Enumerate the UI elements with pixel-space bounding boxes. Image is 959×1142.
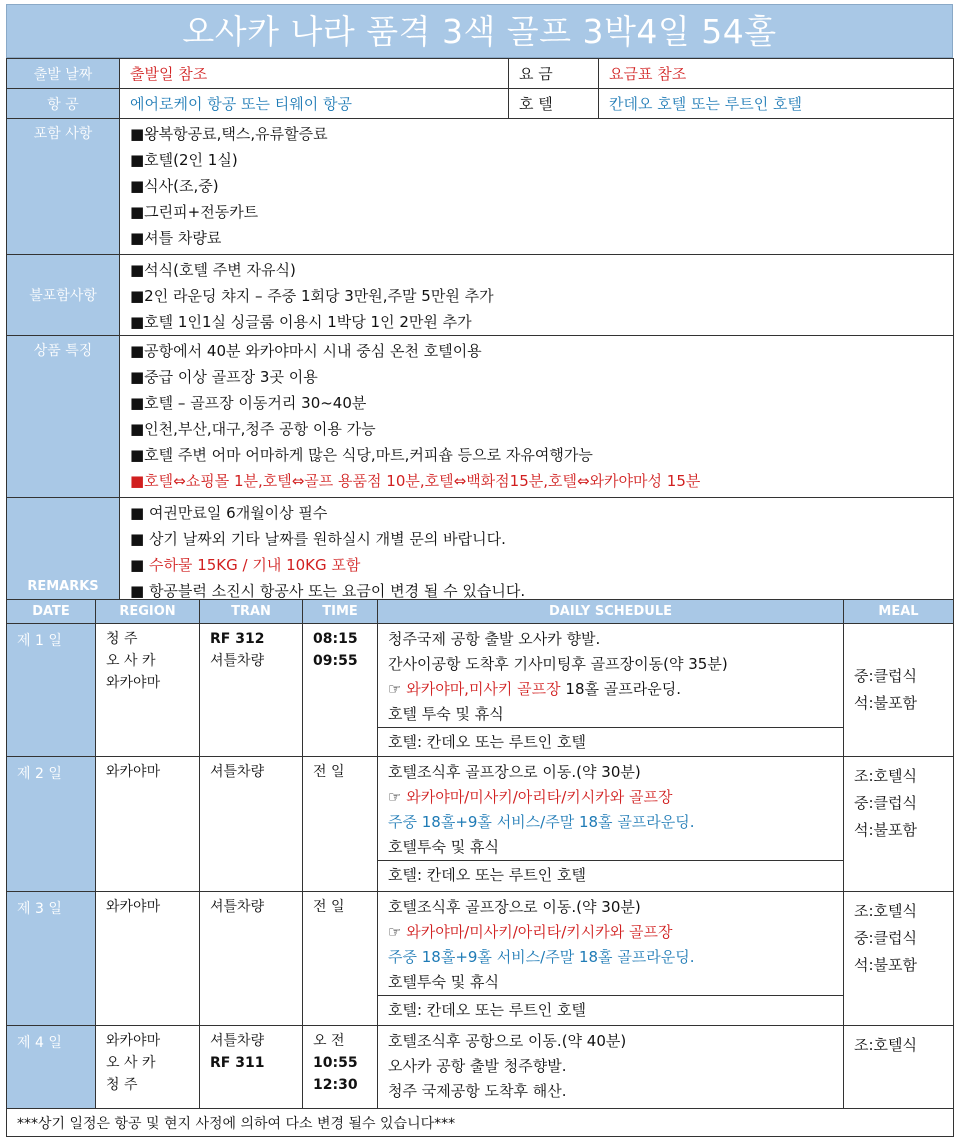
hotel-label: 호 텔 — [509, 89, 599, 119]
included-item: ■식사(조,중) — [130, 177, 219, 195]
pointing-hand-icon: ☞ — [388, 788, 407, 806]
included-item: ■호텔(2인 1실) — [130, 151, 238, 169]
remark-item: ■ 상기 날짜외 기타 날짜를 원하실시 개별 문의 바랍니다. — [130, 530, 506, 548]
day1-hotel: 호텔: 칸데오 또는 루트인 호텔 — [378, 727, 843, 756]
schedule-line: 호텔조식후 공항으로 이동.(약 40분) — [388, 1032, 627, 1050]
day4-daily-schedule — [378, 1026, 844, 1109]
time-line: 12:30 — [313, 1077, 358, 1093]
airline-value: 에어로케이 항공 또는 티웨이 항공 — [120, 89, 509, 119]
golf-round: 주중 18홀+9홀 서비스/주말 18홀 골프라운딩. — [388, 948, 695, 966]
day3-daily-schedule — [378, 892, 844, 1026]
day1-daily-schedule — [378, 624, 844, 757]
day2-date: 제 2 일 — [7, 757, 96, 892]
day3-date: 제 3 일 — [7, 892, 96, 1026]
meal-line: 석:불포함 — [854, 694, 918, 712]
schedule-golf-line — [378, 920, 843, 945]
transport: 셔틀차량 — [210, 1033, 265, 1049]
schedule-row-day4 — [7, 1026, 954, 1109]
excluded-item: ■2인 라운딩 챠지 – 주중 1회당 3만원,주말 5만원 추가 — [130, 287, 494, 305]
features-label: 상품 특징 — [7, 336, 120, 498]
remark-item-baggage — [130, 552, 953, 578]
time-line: 전 일 — [313, 764, 345, 780]
info-table — [6, 58, 954, 605]
header-meal: MEAL — [844, 600, 954, 624]
included-item: ■셔틀 차량료 — [130, 229, 222, 247]
time-line: 08:15 — [313, 631, 358, 647]
excluded-item: ■호텔 1인1실 싱글룸 이용시 1박당 1인 2만원 추가 — [130, 313, 472, 331]
day4-meal — [844, 1026, 954, 1109]
day4-tran — [200, 1026, 303, 1109]
golf-courses: 와카야마/미사키/아리타/키시카와 골프장 — [406, 788, 673, 806]
day1-meal — [844, 624, 954, 757]
footer-notice: ***상기 일정은 항공 및 현지 사정에 의하여 다소 변경 될수 있습니다*** — [7, 1109, 954, 1137]
day3-time — [303, 892, 378, 1026]
schedule-line: 호텔조식후 골프장으로 이동.(약 30분) — [388, 763, 641, 781]
included-item: ■왕복항공료,택스,유류할증료 — [130, 125, 328, 143]
excluded-list — [120, 255, 954, 336]
day3-hotel: 호텔: 칸데오 또는 루트인 호텔 — [378, 995, 843, 1024]
day1-region — [96, 624, 200, 757]
header-region: REGION — [96, 600, 200, 624]
transport: 셔틀차량 — [210, 653, 265, 669]
golf-courses: 와카야마/미사키/아리타/키시카와 골프장 — [406, 923, 673, 941]
region-line: 오 사 카 — [106, 1055, 156, 1071]
day3-meal — [844, 892, 954, 1026]
time-line: 09:55 — [313, 653, 358, 669]
meal-line: 조:호텔식 — [854, 767, 918, 785]
feature-item: ■공항에서 40분 와카야마시 시내 중심 온천 호텔이용 — [130, 342, 482, 360]
feature-item: ■호텔 주변 어마 어마하게 많은 식당,마트,커피숍 등으로 자유여행가능 — [130, 446, 593, 464]
region-line: 청 주 — [106, 631, 138, 647]
schedule-line: 청주 국제공항 도착후 해산. — [388, 1082, 567, 1100]
day2-hotel: 호텔: 칸데오 또는 루트인 호텔 — [378, 860, 843, 889]
schedule-line: 호텔투숙 및 휴식 — [388, 838, 499, 856]
day2-meal — [844, 757, 954, 892]
transport: 셔틀차량 — [210, 764, 265, 780]
departure-value: 출발일 참조 — [120, 59, 509, 89]
included-item: ■그린피+전동카트 — [130, 203, 259, 221]
day2-time — [303, 757, 378, 892]
day1-tran — [200, 624, 303, 757]
region-line: 와카야마 — [106, 675, 161, 691]
remark-bullet: ■ — [130, 556, 145, 574]
airline-label: 항 공 — [7, 89, 120, 119]
region-line: 와카야마 — [106, 764, 161, 780]
meal-line: 석:불포함 — [854, 821, 918, 839]
day2-daily-schedule — [378, 757, 844, 892]
header-tran: TRAN — [200, 600, 303, 624]
feature-item: ■호텔 – 골프장 이동거리 30~40분 — [130, 394, 367, 412]
day4-time — [303, 1026, 378, 1109]
schedule-row-day3 — [7, 892, 954, 1026]
time-line: 전 일 — [313, 899, 345, 915]
day4-date: 제 4 일 — [7, 1026, 96, 1109]
flight-number: RF 312 — [210, 631, 265, 647]
golf-round: 주중 18홀+9홀 서비스/주말 18홀 골프라운딩. — [388, 813, 695, 831]
day1-date: 제 1 일 — [7, 624, 96, 757]
excluded-item: ■석식(호텔 주변 자유식) — [130, 261, 296, 279]
schedule-row-day1 — [7, 624, 954, 757]
schedule-golf-line — [378, 677, 843, 702]
price-value: 요금표 참조 — [599, 59, 954, 89]
features-list — [120, 336, 954, 498]
flight-number: RF 311 — [210, 1055, 265, 1071]
remarks-list — [120, 498, 954, 605]
meal-line: 석:불포함 — [854, 956, 918, 974]
schedule-line: 호텔조식후 골프장으로 이동.(약 30분) — [388, 898, 641, 916]
remark-baggage: 수하물 15KG / 기내 10KG 포함 — [144, 556, 361, 574]
price-label: 요 금 — [509, 59, 599, 89]
region-line: 청 주 — [106, 1077, 138, 1093]
schedule-row-day2 — [7, 757, 954, 892]
hotel-value: 칸데오 호텔 또는 루트인 호텔 — [599, 89, 954, 119]
included-label: 포함 사항 — [7, 119, 120, 255]
feature-item: ■인천,부산,대구,청주 공항 이용 가능 — [130, 420, 376, 438]
transport: 셔틀차량 — [210, 899, 265, 915]
pointing-hand-icon: ☞ — [388, 923, 407, 941]
schedule-line: 호텔투숙 및 휴식 — [388, 973, 499, 991]
day3-tran — [200, 892, 303, 1026]
schedule-line: 청주국제 공항 출발 오사카 향발. — [388, 630, 601, 648]
departure-label: 출발 날짜 — [7, 59, 120, 89]
meal-line: 조:호텔식 — [854, 1036, 918, 1054]
header-date: DATE — [7, 600, 96, 624]
schedule-golf-line — [378, 785, 843, 810]
schedule-line: 간사이공항 도착후 기사미팅후 골프장이동(약 35분) — [388, 655, 728, 673]
golf-round: 18홀 골프라운딩. — [560, 680, 681, 698]
remark-item: ■ 항공블럭 소진시 항공사 또는 요금이 변경 될 수 있습니다. — [130, 582, 526, 600]
time-line: 10:55 — [313, 1055, 358, 1071]
included-list — [120, 119, 954, 255]
time-line: 오 전 — [313, 1033, 345, 1049]
header-daily-schedule: DAILY SCHEDULE — [378, 600, 844, 624]
remarks-label: REMARKS — [7, 498, 120, 605]
schedule-line: 오사카 공항 출발 청주향발. — [388, 1057, 567, 1075]
day2-tran — [200, 757, 303, 892]
day2-region — [96, 757, 200, 892]
pointing-hand-icon: ☞ — [388, 680, 407, 698]
meal-line: 중:클럽식 — [854, 667, 918, 685]
region-line: 오 사 카 — [106, 653, 156, 669]
meal-line: 조:호텔식 — [854, 902, 918, 920]
schedule-line: 호텔 투숙 및 휴식 — [388, 705, 504, 723]
golf-courses: 와카야마,미사키 골프장 — [406, 680, 561, 698]
excluded-label: 불포함사항 — [7, 255, 120, 336]
day3-region — [96, 892, 200, 1026]
region-line: 와카야마 — [106, 1033, 161, 1049]
feature-item: ■중급 이상 골프장 3곳 이용 — [130, 368, 318, 386]
feature-highlight: ■호텔⇔쇼핑몰 1분,호텔⇔골프 용품점 10분,호텔⇔백화점15분,호텔⇔와카야마성 15분 — [130, 472, 701, 490]
remark-item: ■ 여권만료일 6개월이상 필수 — [130, 504, 328, 522]
page-title: 오사카 나라 품격 3색 골프 3박4일 54홀 — [6, 4, 953, 58]
region-line: 와카야마 — [106, 899, 161, 915]
meal-line: 중:클럽식 — [854, 929, 918, 947]
day4-region — [96, 1026, 200, 1109]
meal-line: 중:클럽식 — [854, 794, 918, 812]
day1-time — [303, 624, 378, 757]
header-time: TIME — [303, 600, 378, 624]
schedule-table — [6, 599, 954, 1137]
